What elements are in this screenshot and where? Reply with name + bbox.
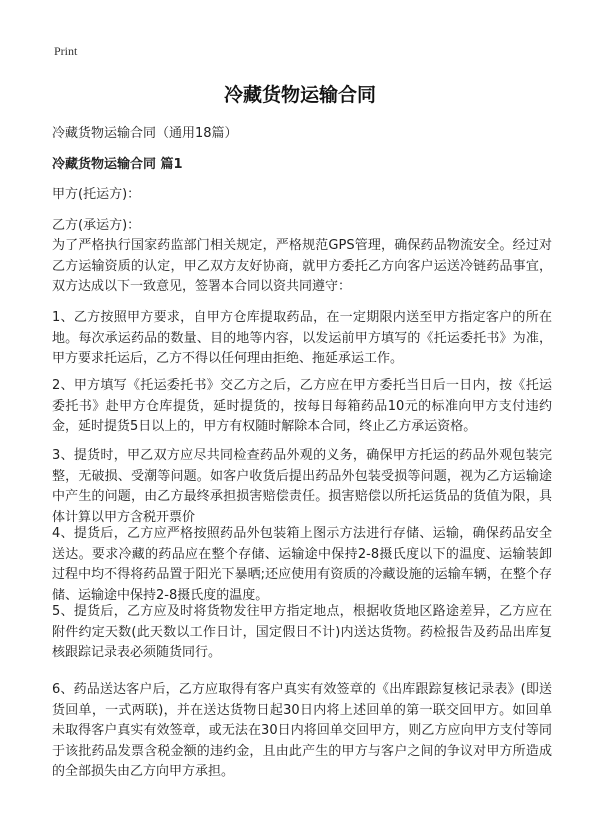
clause-6-paragraph: 6、药品送达客户后，乙方应取得有客户真实有效签章的《出库跟踪复核记录表》(即送货回单，一式两联)，并在送达货物日起30日内将上述回单的第一联交回甲方。如回单未取得客户真实有效签章，或无法在30日内将回单交回甲方，则乙方应向甲方支付等同于该批药品发票含税金额的违约金，且由此产生的甲方与客户之间的争议对甲方所造成的全部损失由乙方向甲方承担。 <box>52 682 552 779</box>
intro-paragraph: 为了严格执行国家药监部门相关规定，严格规范GPS管理，确保药品物流安全。经过对乙方运输资质的认定，甲乙双方友好协商，就甲方委托乙方向客户运送冷链药品事宜，双方达成以下一致意见，签署本合同以资共同遵守： <box>52 238 552 294</box>
clause-2-paragraph: 2、甲方填写《托运委托书》交乙方之后，乙方应在甲方委托当日后一日内，按《托运委托书》赴甲方仓库提货，延时提货的，按每日每箱药品10元的标准向甲方支付违约金，延时提货5日以上的，甲方有权随时解除本合同，终止乙方承运资格。 <box>52 378 552 434</box>
article-heading: 冷藏货物运输合同 篇1 <box>52 157 183 172</box>
clause-3-paragraph: 3、提货时，甲乙双方应尽共同检查药品外观的义务，确保甲方托运的药品外观包装完整，无破损、受潮等问题。如客户收货后提出药品外包装受损等问题，视为乙方运输途中产生的问题，由乙方最终承担损害赔偿责任。损害赔偿以所托运货品的货值为限，具体计算以甲方含税开票价 <box>52 448 552 525</box>
print-link[interactable]: Print <box>54 44 78 58</box>
party-a-line: 甲方(托运方)： <box>52 187 141 202</box>
document-subtitle: 冷藏货物运输合同（通用18篇） <box>52 126 238 141</box>
party-b-line: 乙方(承运方)： <box>52 218 141 233</box>
clause-5-paragraph: 5、提货后，乙方应及时将货物发往甲方指定地点，根据收货地区路途差异，乙方应在附件约定天数(此天数以工作日计，国定假日不计)内送达货物。药检报告及药品出库复核跟踪记录表必须随货同行。 <box>52 604 552 660</box>
clause-1-paragraph: 1、乙方按照甲方要求，自甲方仓库提取药品，在一定期限内送至甲方指定客户的所在地。每次承运药品的数量、目的地等内容，以发运前甲方填写的《托运委托书》为准，甲方要求托运后，乙方不得以任何理由拒绝、拖延承运工作。 <box>52 310 552 366</box>
document-title: 冷藏货物运输合同 <box>223 84 376 106</box>
clause-4-paragraph: 4、提货后，乙方应严格按照药品外包装箱上图示方法进行存储、运输，确保药品安全送达。要求冷藏的药品应在整个存储、运输途中保持2-8摄氏度以下的温度、运输装卸过程中均不得将药品置于阳光下暴晒;还应使用有资质的冷藏设施的运输车辆，在整个存储、运输途中保持2-8摄氏度的温度。 <box>52 526 552 603</box>
